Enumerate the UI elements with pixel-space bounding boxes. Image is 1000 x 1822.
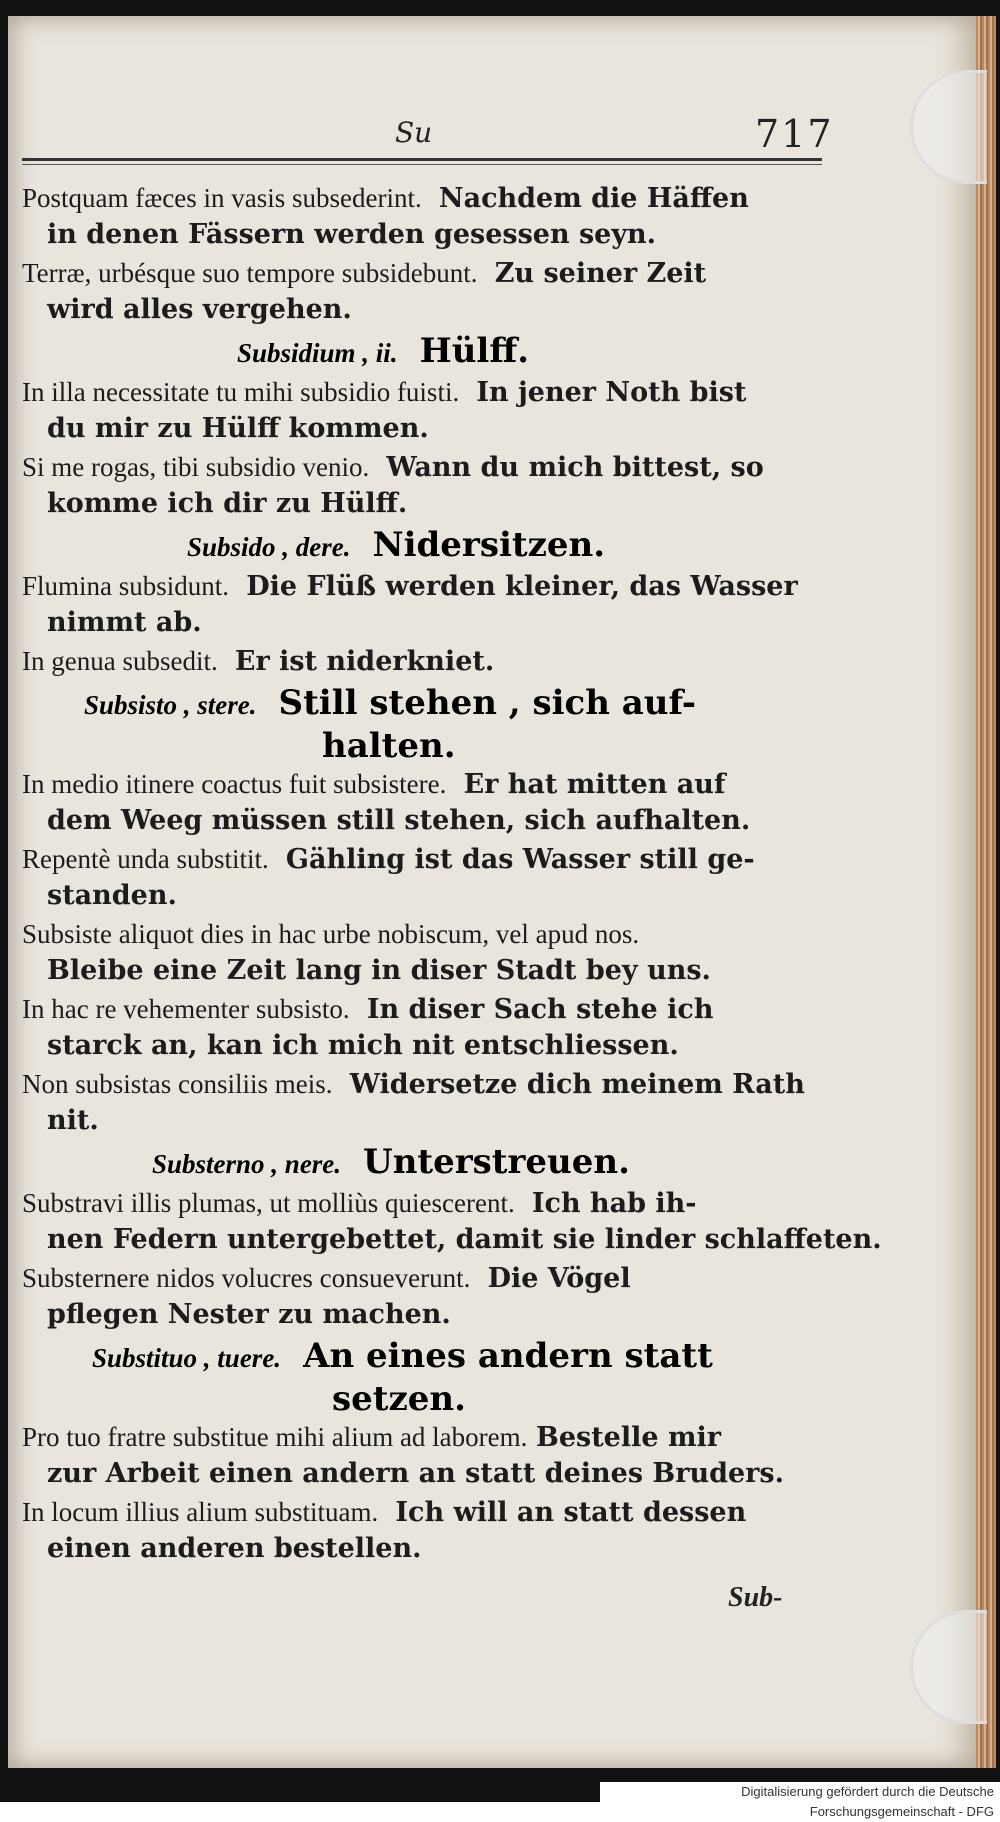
latin-phrase: In medio itinere coactus fuit subsistere. (22, 769, 447, 799)
german-continuation: einen anderen bestellen. (47, 1533, 422, 1564)
lemma-german: Nidersitzen. (372, 525, 606, 565)
latin-phrase: Postquam fæces in vasis subsederint. (22, 183, 422, 213)
german-continuation: pflegen Nester zu machen. (47, 1299, 451, 1330)
german-continuation: komme ich dir zu Hülff. (47, 488, 408, 519)
entry (22, 1185, 882, 1258)
latin-phrase: In illa necessitate tu mihi subsidio fuisti. (22, 377, 460, 407)
german-translation: Er hat mitten auf (463, 769, 726, 800)
entry (22, 1419, 842, 1492)
german-translation: In jener Noth bist (476, 377, 747, 408)
german-translation: Zu seiner Zeit (494, 258, 707, 289)
german-continuation: wird alles vergehen. (47, 294, 352, 325)
page-number: 717 (755, 112, 834, 156)
lemma-german-continuation: halten. (322, 726, 456, 766)
german-continuation: in denen Fässern werden gesessen seyn. (47, 219, 657, 250)
entry (22, 1494, 842, 1567)
running-head: Su (395, 116, 433, 149)
german-translation: Er ist niderkniet. (234, 646, 495, 677)
page-edge (976, 16, 996, 1768)
lemma-latin: Substituo , tuere. (92, 1343, 282, 1373)
lemma-heading (22, 332, 842, 372)
entry (22, 449, 842, 522)
lemma-heading (22, 684, 842, 724)
latin-phrase: In locum illius alium substituam. (22, 1497, 379, 1527)
german-translation: Ich hab ih- (531, 1188, 697, 1219)
header-rule-thin (22, 164, 822, 165)
entry (22, 180, 842, 253)
lemma-german: Still stehen , sich auf- (278, 683, 697, 723)
latin-phrase: In hac re vehementer subsisto. (22, 994, 350, 1024)
german-translation: In diser Sach stehe ich (366, 994, 714, 1025)
latin-phrase: Substravi illis plumas, ut molliùs quiescerent. (22, 1188, 515, 1218)
german-translation: Ich will an statt dessen (395, 1497, 747, 1528)
german-continuation: standen. (47, 880, 177, 911)
page-header (0, 108, 1000, 158)
entry (22, 991, 842, 1064)
german-continuation: starck an, kan ich mich nit entschliessen. (47, 1030, 679, 1061)
german-translation: Die Vögel (487, 1263, 631, 1294)
entry (22, 1260, 842, 1333)
german-continuation: Bleibe eine Zeit lang in diser Stadt bey uns. (47, 955, 711, 986)
lemma-german-continuation: setzen. (332, 1379, 466, 1419)
lemma-latin: Substerno , nere. (152, 1149, 342, 1179)
entry (22, 841, 842, 914)
latin-phrase: Terræ, urbésque suo tempore subsidebunt. (22, 258, 478, 288)
german-translation: Bestelle mir (536, 1422, 721, 1453)
latin-phrase: Flumina subsidunt. (22, 571, 230, 601)
lemma-german: Hülff. (419, 331, 530, 371)
latin-phrase: Substernere nidos volucres consueverunt. (22, 1263, 471, 1293)
latin-phrase: Non subsistas consiliis meis. (22, 1069, 333, 1099)
entry (22, 766, 842, 839)
entry (22, 374, 842, 447)
lemma-latin: Subsidium , ii. (237, 338, 398, 368)
latin-phrase: Si me rogas, tibi subsidio venio. (22, 452, 370, 482)
german-translation: Nachdem die Häffen (438, 183, 749, 214)
german-continuation: zur Arbeit einen andern an statt deines Bruders. (47, 1458, 784, 1489)
lemma-german: Unterstreuen. (363, 1142, 630, 1182)
lemma-german: An eines andern statt (303, 1336, 713, 1376)
german-translation: Gähling ist das Wasser still ge- (285, 844, 755, 875)
entry (22, 643, 842, 680)
german-continuation: nit. (47, 1105, 99, 1136)
entry (22, 1066, 842, 1139)
german-continuation: du mir zu Hülff kommen. (47, 413, 429, 444)
german-translation: Wann du mich bittest, so (386, 452, 764, 483)
latin-phrase: Repentè unda substitit. (22, 844, 269, 874)
german-continuation: dem Weeg müssen still stehen, sich aufhalten. (47, 805, 751, 836)
german-continuation: nen Federn untergebettet, damit sie linder schlaffeten. (47, 1224, 882, 1255)
latin-phrase: Subsiste aliquot dies in hac urbe nobiscum, vel apud nos. (22, 919, 640, 949)
entry (22, 568, 842, 641)
footer-credit: Digitalisierung gefördert durch die Deutsche Forschungsgemeinschaft - DFG (600, 1782, 1000, 1802)
latin-phrase: Pro tuo fratre substitue mihi alium ad laborem. (22, 1422, 528, 1452)
german-continuation: nimmt ab. (47, 607, 202, 638)
header-rule (22, 158, 822, 161)
lemma-latin: Subsisto , stere. (84, 690, 257, 720)
lemma-heading (22, 1337, 842, 1377)
german-translation: Widersetze dich meinem Rath (349, 1069, 805, 1100)
catchword: Sub- (728, 1582, 783, 1613)
german-translation: Die Flüß werden kleiner, das Wasser (246, 571, 798, 602)
lemma-heading (22, 526, 842, 566)
latin-phrase: In genua subsedit. (22, 646, 218, 676)
dictionary-content (22, 180, 882, 1569)
lemma-heading (22, 1143, 842, 1183)
lemma-latin: Subsido , dere. (187, 532, 351, 562)
entry (22, 916, 842, 989)
entry (22, 255, 842, 328)
